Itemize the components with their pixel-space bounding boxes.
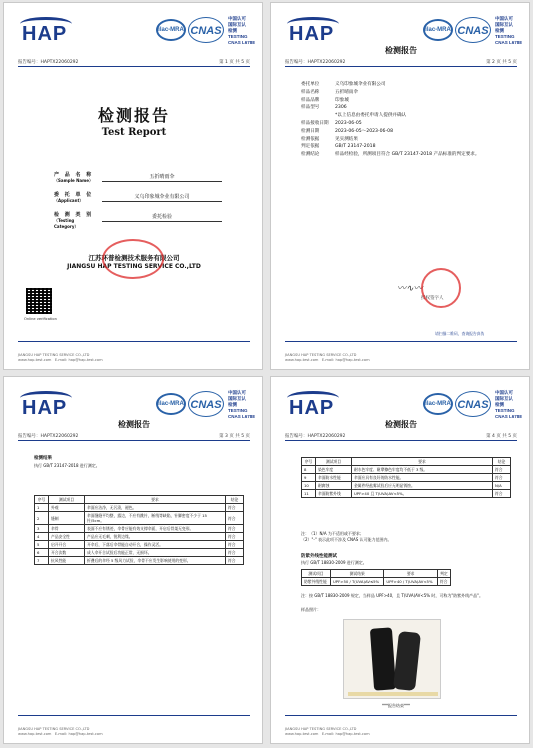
handwritten-signature: 〰∿〰 (397, 284, 423, 294)
cnas-logo: CNAS (455, 391, 491, 417)
results-table-continued (301, 457, 511, 498)
report-page-info (270, 2, 530, 370)
results-table (34, 495, 244, 565)
cert-code: 中国认可 国际互认 检测 TESTING CNAS L6788 (228, 390, 255, 419)
cnas-logo: CNAS (188, 17, 224, 43)
page-footer: JIANGSU HAP TESTING SERVICE CO.,LTD www.hap-test.com E-mail: hap@hap-test.com (18, 353, 103, 362)
title-en: Test Report (101, 127, 167, 138)
uv-standard: 执行 GB/T 18830-2009 进行测定。 (301, 560, 367, 565)
results-standard: 执行 GB/T 23147-2018 进行测定。 (34, 463, 100, 468)
cnas-logo: CNAS (455, 17, 491, 43)
ilac-mra-logo: ilac-MRA (423, 19, 453, 41)
table-row: 6 开合次数 成人伞开合试验后功能正常，无损坏。 符合 (35, 549, 244, 557)
red-seal-stamp (102, 239, 164, 279)
hap-logo (18, 17, 74, 47)
cnas-logo: CNAS (188, 391, 224, 417)
results-heading: 检测结果 (34, 456, 52, 461)
report-page-cover: HAP ilac-MRA CNAS 中国认可 国际互认 检测 TESTING CNAS L6788 报告编号：HAPTX22060292 第 1 页 共 5 页 检测报告 Test Report 产 品 名 称 （Sample Name） 五折晴雨伞 委 托 单 位 （Applicant） 义乌印象城伞业有限公司 检 测 类 别 （Testing Category） 委托检验 江苏环普检测技术服务有限公司 JIANGSU HAP TESTING SERVICE CO.,LTD Online verification JIANGSU HAP TESTING SERVICE CO.,LTD www.hap-test.com E-mail: hap@hap-test.com (3, 2, 263, 370)
umbrella-image (370, 627, 396, 690)
report-end: ***报告结束*** (382, 703, 410, 708)
table-row: 3 伞骨 表面不应有锈迹，伞骨应能有效支撑伞面，开启后骨架无变形。 符合 (35, 525, 244, 533)
page-heading: 检测报告 (385, 419, 417, 429)
red-seal-stamp (421, 268, 461, 308)
table-row: 9 伞面防水性能 伞面应具有良好的防水性能。 符合 (302, 474, 511, 482)
cert-code: 中国认可 国际互认 检测 TESTING CNAS L6788 (495, 390, 522, 419)
verify-note: 请扫描二维码，查询报告真伪 (435, 331, 485, 336)
report-number-line: 报告编号：HAPTX22060292 第 3 页 共 5 页 (18, 434, 250, 439)
sample-info-list: 委托单位 义乌印象城伞业有限公司 样品名称 五折晴雨伞 样品品牌 印象城 样品型号 2306 *以上信息由委托申请人提供并确认 样品接收日期 2023-06-05 检测日期 2023-06-05～2023-06-08 检测依据 见实测结果 判定依据 GB/T 23147-2018 检测结论 样品经检验，所测项目符合 GB/T 23147-2018 产品标准的判定要求。 (301, 82, 480, 158)
page-footer: JIANGSU HAP TESTING SERVICE CO.,LTD www.hap-test.com E-mail: hap@hap-test.com (285, 353, 370, 362)
table-row: 7 抗风性能 折叠后的伞经 5 级风力试验，伞骨不应发生影响使用的变形。 符合 (35, 557, 244, 565)
table-note-1: 注：（1）N/A 为不适用或不要求； (301, 531, 364, 536)
company-name-en: JIANGSU HAP TESTING SERVICE CO.,LTD (67, 263, 201, 270)
ruler-image (348, 692, 438, 696)
table-row: 4 产品安全性 产品应无毛刺，锐利边缘。 符合 (35, 533, 244, 541)
table-header-row: 测试项目 测试结果 要求 判定 (302, 570, 451, 578)
report-page-results (3, 376, 263, 744)
uv-heading: 防紫外线性能测试 (301, 554, 337, 559)
hap-logo: HAP (285, 17, 341, 47)
page-footer: JIANGSU HAP TESTING SERVICE CO.,LTD www.hap-test.com E-mail: hap@hap-test.com (285, 727, 370, 736)
hap-logo: HAP (285, 391, 341, 421)
cert-code: 中国认可 国际互认 检测 TESTING CNAS L6788 (228, 16, 255, 45)
uv-note: 注：按 GB/T 18830-2009 规定，当样品 UPF>40，且 T(UVA)AV<5% 时，可称为"防紫外线产品"。 (301, 593, 483, 598)
report-number-line: 报告编号：HAPTX22060292 第 1 页 共 5 页 (18, 60, 250, 65)
ilac-mra-logo: ilac-MRA (423, 393, 453, 415)
qr-caption: Online verification (24, 317, 57, 321)
table-row: 10 耐腐蚀 金属件经盐雾试验后应无明显锈蚀。 N/A (302, 482, 511, 490)
signer-label: 授权签字人 (421, 296, 444, 301)
qr-code (26, 288, 52, 314)
table-row: 防紫外线性能 UPF>50 / T(UVA)AV≤5% UPF>40 / T(UVA)AV<5% 符合 (302, 578, 451, 586)
report-number-line: 报告编号：HAPTX22060292 第 4 页 共 5 页 (285, 434, 517, 439)
page-heading: 检测报告 (385, 45, 417, 55)
logo-text: HAP (22, 23, 68, 45)
ilac-mra-logo: ilac-MRA (156, 19, 186, 41)
table-header-row: 序号 测试项目 要求 结论 (302, 458, 511, 466)
table-row: 8 染色牢度 耐水色牢度、耐摩擦色牢度均不低于 3 级。 符合 (302, 466, 511, 474)
title-cn: 检测报告 (97, 106, 170, 125)
company-name-cn: 江苏环普检测技术服务有限公司 (88, 254, 180, 262)
table-header-row: 序号 测试项目 要求 结论 (35, 496, 244, 504)
table-note-2: （2）"-" 表示此项不涉及 CNAS 认可能力范围内。 (301, 537, 392, 542)
sample-photo (343, 619, 441, 699)
ilac-mra-logo: ilac-MRA (156, 393, 186, 415)
cert-code: 中国认可 国际互认 检测 TESTING CNAS L6788 (495, 16, 522, 45)
umbrella-cover-image (393, 631, 421, 691)
report-number-line: 报告编号：HAPTX22060292 第 2 页 共 5 页 (285, 60, 517, 65)
table-row: 11 伞面防紫外线 UPF>40 且 T(UVA)AV<5%。 符合 (302, 490, 511, 498)
report-page-results-continued (270, 376, 530, 744)
photo-label: 样品照片： (301, 607, 321, 612)
table-row: 5 启开开合 开伞后，下落后伞骨能自动开合，操作灵活。 符合 (35, 541, 244, 549)
page-heading: 检测报告 (118, 419, 150, 429)
page-footer: JIANGSU HAP TESTING SERVICE CO.,LTD www.hap-test.com E-mail: hap@hap-test.com (18, 727, 103, 736)
table-row: 2 缝制 伞面缝缝平均整，露边，不应有跳针，断线等缺陷，针脚密度不少于 15 针/5cm。 符合 (35, 512, 244, 525)
hap-logo: HAP (18, 391, 74, 421)
table-row: 1 外观 伞面应洁净，无污渍，褪色。 符合 (35, 504, 244, 512)
uv-table (301, 569, 451, 586)
